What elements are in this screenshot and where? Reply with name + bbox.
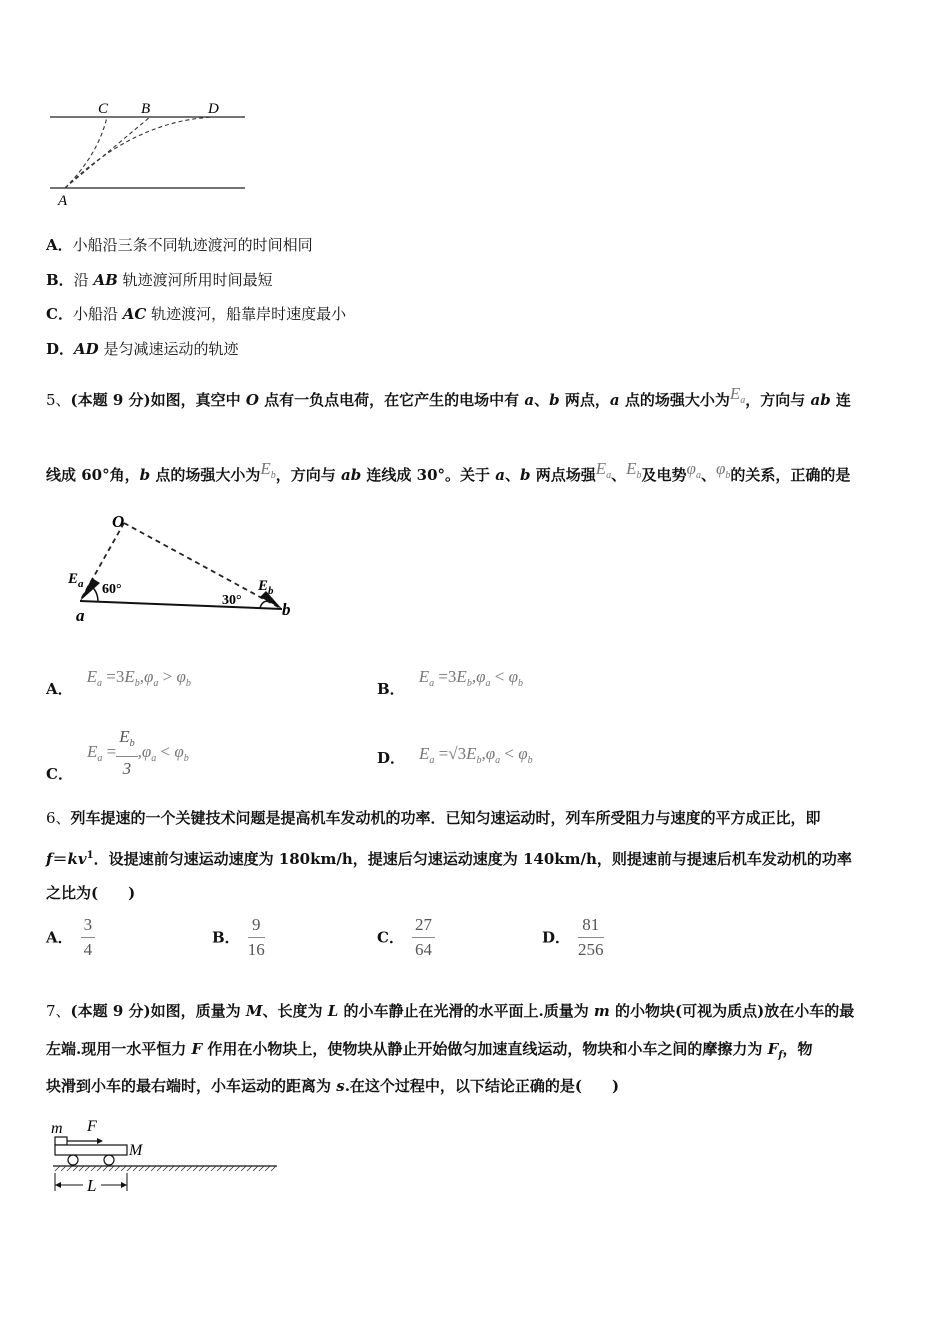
label-a: a — [76, 606, 85, 625]
label-angle-30: 30° — [222, 593, 242, 608]
label-a: A — [58, 193, 68, 209]
label-eb: $E_b$ — [258, 578, 274, 597]
text: 点的场强大小为 — [150, 466, 261, 484]
q5-option-c[interactable] — [46, 727, 189, 784]
math-eb: $E_b$ — [626, 459, 642, 481]
option-key: B． — [46, 271, 74, 289]
text: 线成 60°角， — [46, 466, 140, 484]
segment-ob — [124, 523, 282, 609]
option-key: A． — [46, 928, 73, 947]
label-b: B — [141, 101, 151, 117]
q6-stem-line3 — [46, 883, 135, 903]
math-ff: F — [767, 1040, 779, 1058]
option-key: C． — [377, 928, 404, 947]
trajectory-ac — [65, 117, 107, 188]
text: 、 — [611, 466, 627, 484]
numerator: 9 — [248, 915, 265, 938]
math-ea: $E_a$ — [729, 384, 746, 406]
dim-arrow-left — [55, 1182, 61, 1188]
text: 及电势 — [641, 466, 687, 484]
math-b: b — [549, 391, 560, 409]
text: 点的场强大小为 — [619, 391, 730, 409]
text: 作用在小物块上，使物块从静止开始做匀加速直线运动，物块和小车之间的摩擦力为 — [202, 1040, 768, 1058]
label-ea: $E_a$ — [68, 571, 84, 590]
math-m-upper: M — [245, 1002, 263, 1020]
option-key: D． — [542, 928, 571, 947]
text: 、 — [504, 466, 520, 484]
math-a: a — [609, 391, 620, 409]
q4-option-a[interactable] — [46, 235, 313, 255]
text: 、长度为 — [262, 1002, 328, 1020]
q7-stem-line1 — [46, 1001, 854, 1021]
option-text-post: 轨迹渡河所用时间最短 — [117, 271, 273, 289]
option-formula: $E_a =√3E_b,\varphi_a < \varphi_b$ — [419, 744, 533, 766]
fraction — [81, 915, 96, 960]
text: ，方向与 — [275, 466, 341, 484]
option-text: 小船沿三条不同轨迹渡河的时间相同 — [72, 236, 313, 254]
point-charge-figure — [50, 505, 310, 630]
math-b: b — [519, 466, 531, 484]
math-f: f — [46, 850, 53, 868]
q5-stem-line1 — [46, 384, 851, 411]
text: ＝ — [52, 850, 68, 868]
option-formula: $E_a =3E_b,\varphi_a < \varphi_b$ — [418, 667, 523, 689]
math-f-upper: F — [191, 1040, 203, 1058]
math-k: k — [67, 850, 78, 868]
cart-wheel-right — [104, 1155, 114, 1165]
label-o: O — [112, 512, 125, 531]
denominator: 16 — [247, 940, 265, 959]
math-v: v — [77, 850, 87, 868]
force-arrowhead — [97, 1138, 103, 1144]
text: 的小物块(可视为质点)放在小车的最 — [609, 1002, 855, 1020]
text: 的关系，正确的是 — [730, 466, 851, 484]
option-key: C． — [46, 764, 73, 783]
block — [55, 1137, 67, 1145]
q5-stem-line2 — [46, 459, 850, 486]
option-key: B． — [377, 680, 405, 698]
q6-option-b[interactable] — [212, 915, 265, 960]
denominator: 3 — [122, 759, 132, 778]
option-key: A． — [46, 680, 73, 698]
text: 、 — [700, 466, 716, 484]
option-text-pre: 小船沿 — [72, 305, 123, 323]
text: ，物 — [782, 1040, 813, 1058]
q6-option-d[interactable] — [542, 915, 604, 960]
math-ab: ab — [340, 466, 362, 484]
label-angle-60: 60° — [102, 582, 122, 597]
dim-arrow-right — [121, 1182, 127, 1188]
label-m: m — [51, 1120, 63, 1137]
math-ab: ab — [810, 391, 831, 409]
fraction — [578, 915, 604, 960]
denominator: 256 — [578, 940, 604, 959]
numerator: 3 — [81, 915, 96, 938]
denominator: 64 — [414, 940, 432, 959]
math-a: a — [495, 466, 505, 484]
text: .在这个过程中，以下结论正确的是( ) — [344, 1077, 620, 1095]
text: ．设提速前匀速运动速度为 180km/h，提速后匀速运动速度为 140km/h，则提速前与提速后机车发动机的功率 — [93, 850, 852, 868]
option-text-post: 轨迹渡河，船靠岸时速度最小 — [146, 305, 347, 323]
text: 两点场强 — [530, 466, 596, 484]
option-text-post: 是匀减速运动的轨迹 — [98, 340, 239, 358]
angle-arc-b — [260, 601, 268, 608]
q6-stem-line1 — [46, 808, 821, 828]
superscript: 1 — [86, 850, 94, 861]
q7-stem-line3 — [46, 1076, 619, 1096]
segment-ab — [80, 601, 282, 609]
q4-option-b[interactable] — [46, 270, 273, 290]
numerator-sub: b — [129, 738, 135, 749]
river-crossing-figure — [40, 95, 260, 210]
cart-wheel-left — [68, 1155, 78, 1165]
fraction — [248, 915, 265, 960]
denominator: 4 — [83, 940, 93, 959]
cart-block-figure — [45, 1115, 285, 1200]
option-text-pre: 沿 — [73, 271, 94, 289]
math-m: m — [593, 1002, 610, 1020]
q7-stem-line2 — [46, 1039, 813, 1066]
q6-option-a[interactable] — [46, 915, 95, 960]
q4-option-d[interactable] — [46, 339, 238, 359]
ground-hatching — [55, 1166, 276, 1171]
numerator: 27 — [412, 915, 435, 938]
q5-option-d[interactable] — [377, 744, 533, 771]
math-ea: $E_a$ — [595, 459, 612, 481]
q6-option-c[interactable] — [377, 915, 435, 960]
option-key: D． — [377, 749, 406, 767]
option-formula: $E_a =3E_b,\varphi_a > \varphi_b$ — [86, 667, 191, 689]
text: 块滑到小车的最右端时，小车运动的距离为 — [46, 1077, 337, 1095]
q5-option-a[interactable] — [46, 667, 191, 699]
math-s: s — [336, 1077, 345, 1095]
label-c: C — [98, 101, 109, 117]
question-number: 7、 — [46, 1002, 71, 1020]
text: 、 — [534, 391, 550, 409]
question-number: 5、 — [46, 391, 71, 409]
math-o: O — [245, 391, 259, 409]
math-l: L — [327, 1002, 339, 1020]
option-key: D． — [46, 340, 75, 358]
numerator: 81 — [578, 915, 604, 938]
math-phi-a: $\varphi_a$ — [686, 459, 701, 481]
option-key: B． — [212, 928, 240, 947]
text: 的小车静止在光滑的水平面上.质量为 — [338, 1002, 594, 1020]
subscript: f — [778, 1050, 783, 1061]
label-force: F — [87, 1118, 97, 1135]
text: 点有一负点电荷，在它产生的电场中有 — [258, 391, 525, 409]
text: 列车提速的一个关键技术问题是提高机车发动机的功率．已知匀速运动时，列车所受阻力与速度的平方成正比，即 — [70, 809, 821, 827]
option-math: AB — [93, 271, 118, 289]
label-cart-mass: M — [129, 1142, 143, 1159]
math-phi-b: $\varphi_b$ — [715, 459, 731, 481]
math-eb: $E_b$ — [260, 459, 276, 481]
fraction — [412, 915, 435, 960]
label-d: D — [208, 101, 219, 117]
q5-option-b[interactable] — [377, 667, 523, 699]
fraction — [116, 727, 137, 779]
option-math: AD — [74, 340, 99, 358]
text: (本题 9 分)如图，真空中 — [70, 391, 246, 409]
text: 左端.现用一水平恒力 — [46, 1040, 192, 1058]
text: ，方向与 — [745, 391, 811, 409]
cart-body — [55, 1145, 127, 1155]
option-formula: $E_a$ = $\frac{E_b}{3}$ $,\varphi_a < \varphi_b$ — [86, 727, 189, 778]
q4-option-c[interactable] — [46, 304, 346, 324]
text: 连线成 30°。关于 — [361, 466, 496, 484]
math-b: b — [139, 466, 151, 484]
math-a: a — [524, 391, 535, 409]
option-key: C． — [46, 305, 73, 323]
label-length: L — [87, 1176, 97, 1195]
question-number: 6、 — [46, 809, 71, 827]
text: 之比为( ) — [46, 884, 136, 902]
option-key: A． — [46, 236, 73, 254]
label-b: b — [282, 600, 291, 619]
trajectory-ab — [65, 117, 150, 188]
text: 两点， — [559, 391, 610, 409]
numerator: E — [119, 727, 130, 746]
text: (本题 9 分)如图，质量为 — [70, 1002, 246, 1020]
option-math: AC — [122, 305, 147, 323]
text: 连 — [830, 391, 851, 409]
trajectory-ad — [65, 117, 215, 188]
q6-stem-line2 — [46, 846, 852, 869]
